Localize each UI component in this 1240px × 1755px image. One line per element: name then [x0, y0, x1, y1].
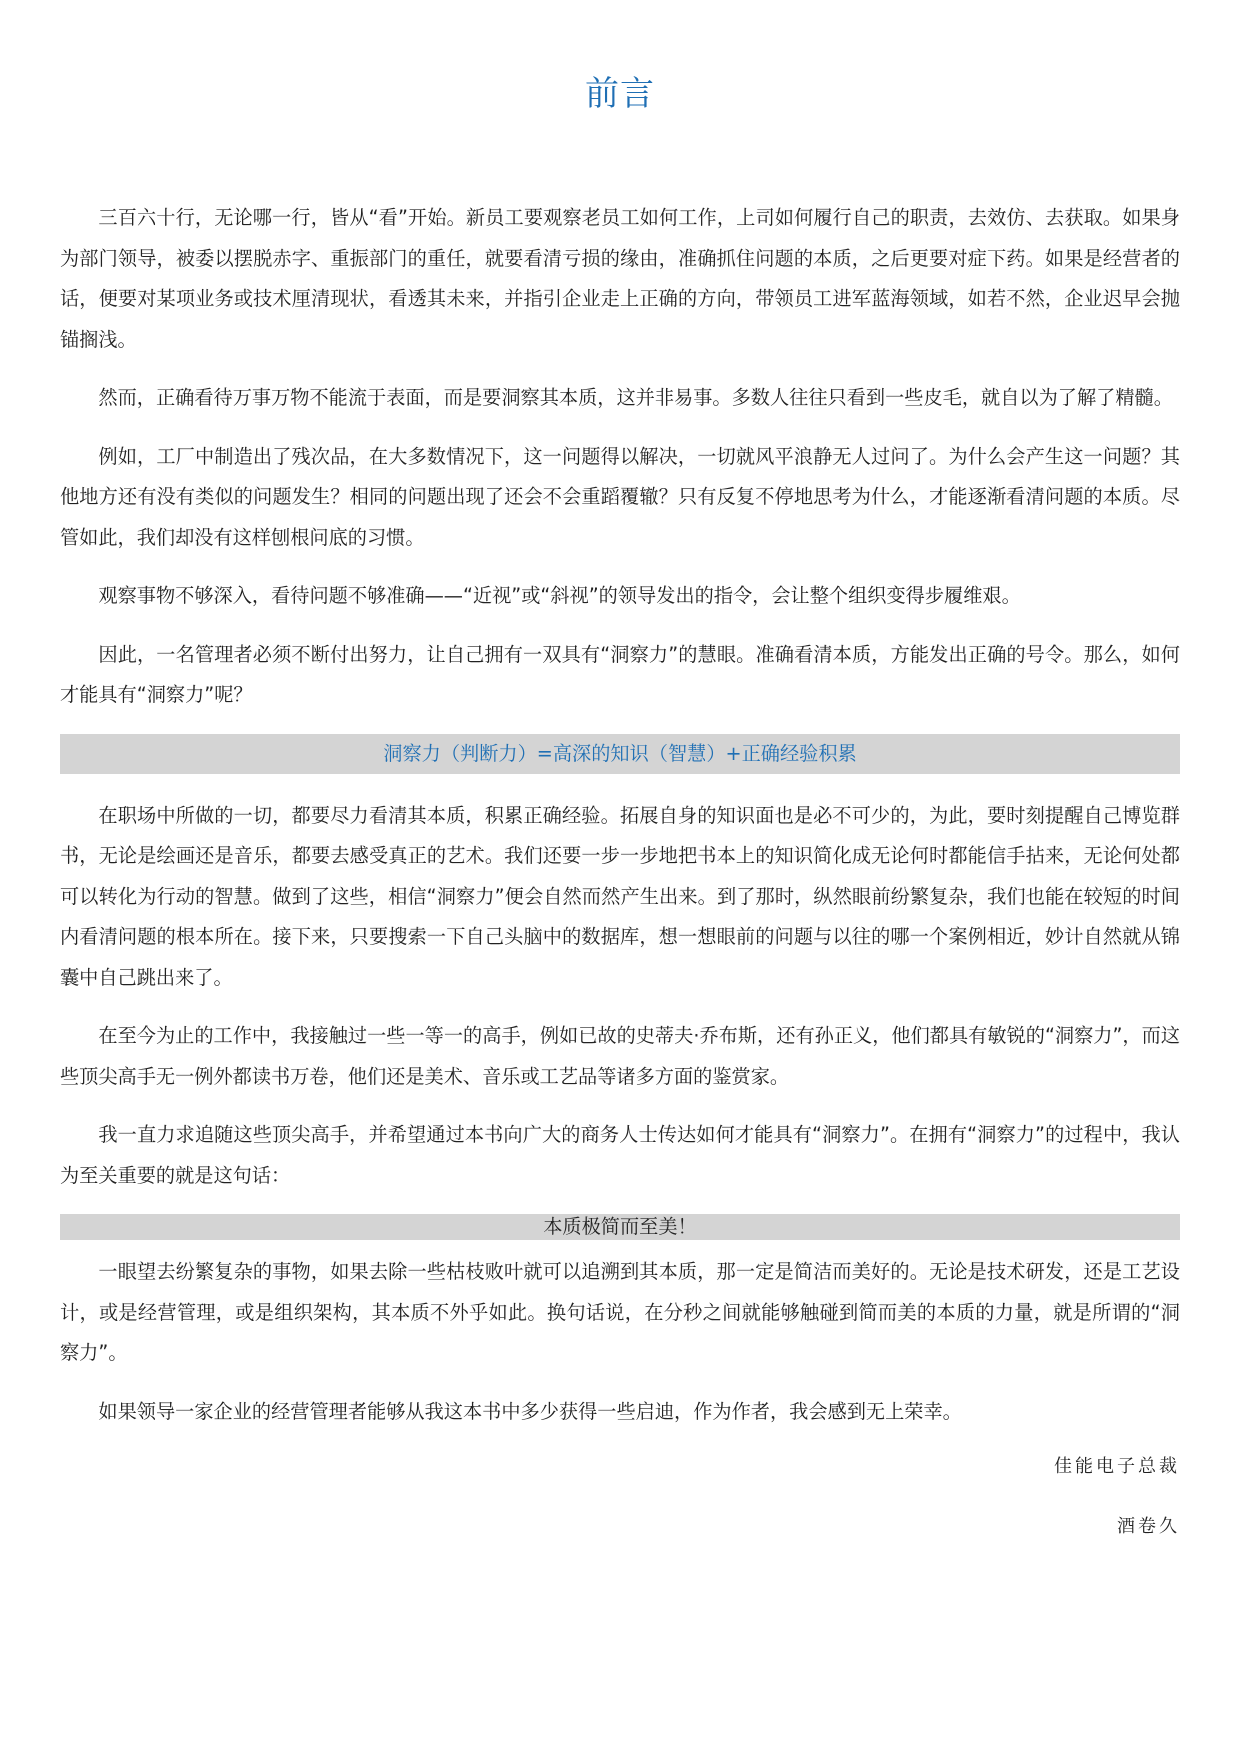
paragraph-4: 观察事物不够深入，看待问题不够准确——“近视”或“斜视”的领导发出的指令，会让整个组织变得步履维艰。: [98, 584, 1021, 607]
signature-position: 佳能电子总裁: [1054, 1456, 1180, 1477]
document-body: [60, 198, 1180, 1542]
formula-banner: 洞察力（判断力）=高深的知识（智慧）+正确经验积累: [60, 734, 1180, 774]
page-title: 前言: [585, 74, 655, 114]
paragraph-9: 一眼望去纷繁复杂的事物，如果去除一些枯枝败叶就可以追溯到其本质，那一定是简洁而美好的。无论是技术研发，还是工艺设计，或是经营管理，或是组织架构，其本质不外乎如此。换句话说，在分秒之间就能够触碰到简而美的本质的力量，就是所谓的“洞察力”。: [60, 1260, 1180, 1364]
paragraph-3: 例如，工厂中制造出了残次品，在大多数情况下，这一问题得以解决，一切就风平浪静无人过问了。为什么会产生这一问题？其他地方还有没有类似的问题发生？相同的问题出现了还会不会重蹈覆辙？只有反复不停地思考为什么，才能逐渐看清问题的本质。尽管如此，我们却没有这样刨根问底的习惯。: [60, 444, 1180, 549]
paragraph-1: 三百六十行，无论哪一行，皆从“看”开始。新员工要观察老员工如何工作，上司如何履行自己的职责，去效仿、去获取。如果身为部门领导，被委以摆脱赤字、重振部门的重任，就要看清亏损的缘由，准确抓住问题的本质，之后更要对症下药。如果是经营者的话，便要对某项业务或技术厘清现状，看透其未来，并指引企业走上正确的方向，带领员工进军蓝海领域，如若不然，企业迟早会抛锚搁浅。: [60, 206, 1180, 351]
motto-banner: 本质极简而至美！: [60, 1214, 1180, 1240]
paragraph-6: 在职场中所做的一切，都要尽力看清其本质，积累正确经验。拓展自身的知识面也是必不可少的，为此，要时刻提醒自己博览群书，无论是绘画还是音乐，都要去感受真正的艺术。我们还要一步一步地把书本上的知识简化成无论何时都能信手拈来，无论何处都可以转化为行动的智慧。做到了这些，相信“洞察力”便会自然而然产生出来。到了那时，纵然眼前纷繁复杂，我们也能在较短的时间内看清问题的根本所在。接下来，只要搜索一下自己头脑中的数据库，想一想眼前的问题与以往的哪一个案例相近，妙计自然就从锦囊中自己跳出来了。: [60, 803, 1180, 989]
paragraph-2: 然而，正确看待万事万物不能流于表面，而是要洞察其本质，这并非易事。多数人往往只看到一些皮毛，就自以为了解了精髓。: [98, 386, 1173, 409]
paragraph-5: 因此，一名管理者必须不断付出努力，让自己拥有一双具有“洞察力”的慧眼。准确看清本质，方能发出正确的号令。那么，如何才能具有“洞察力”呢？: [60, 642, 1180, 706]
paragraph-7: 在至今为止的工作中，我接触过一些一等一的高手，例如已故的史蒂夫·乔布斯，还有孙正义，他们都具有敏锐的“洞察力”，而这些顶尖高手无一例外都读书万卷，他们还是美术、音乐或工艺品等诸多方面的鉴赏家。: [60, 1024, 1180, 1088]
paragraph-10: 如果领导一家企业的经营管理者能够从我这本书中多少获得一些启迪，作为作者，我会感到无上荣幸。: [98, 1399, 962, 1423]
signature-name: 酒卷久: [1117, 1516, 1180, 1537]
paragraph-8: 我一直力求追随这些顶尖高手，并希望通过本书向广大的商务人士传达如何才能具有“洞察力”。在拥有“洞察力”的过程中，我认为至关重要的就是这句话：: [60, 1123, 1180, 1187]
